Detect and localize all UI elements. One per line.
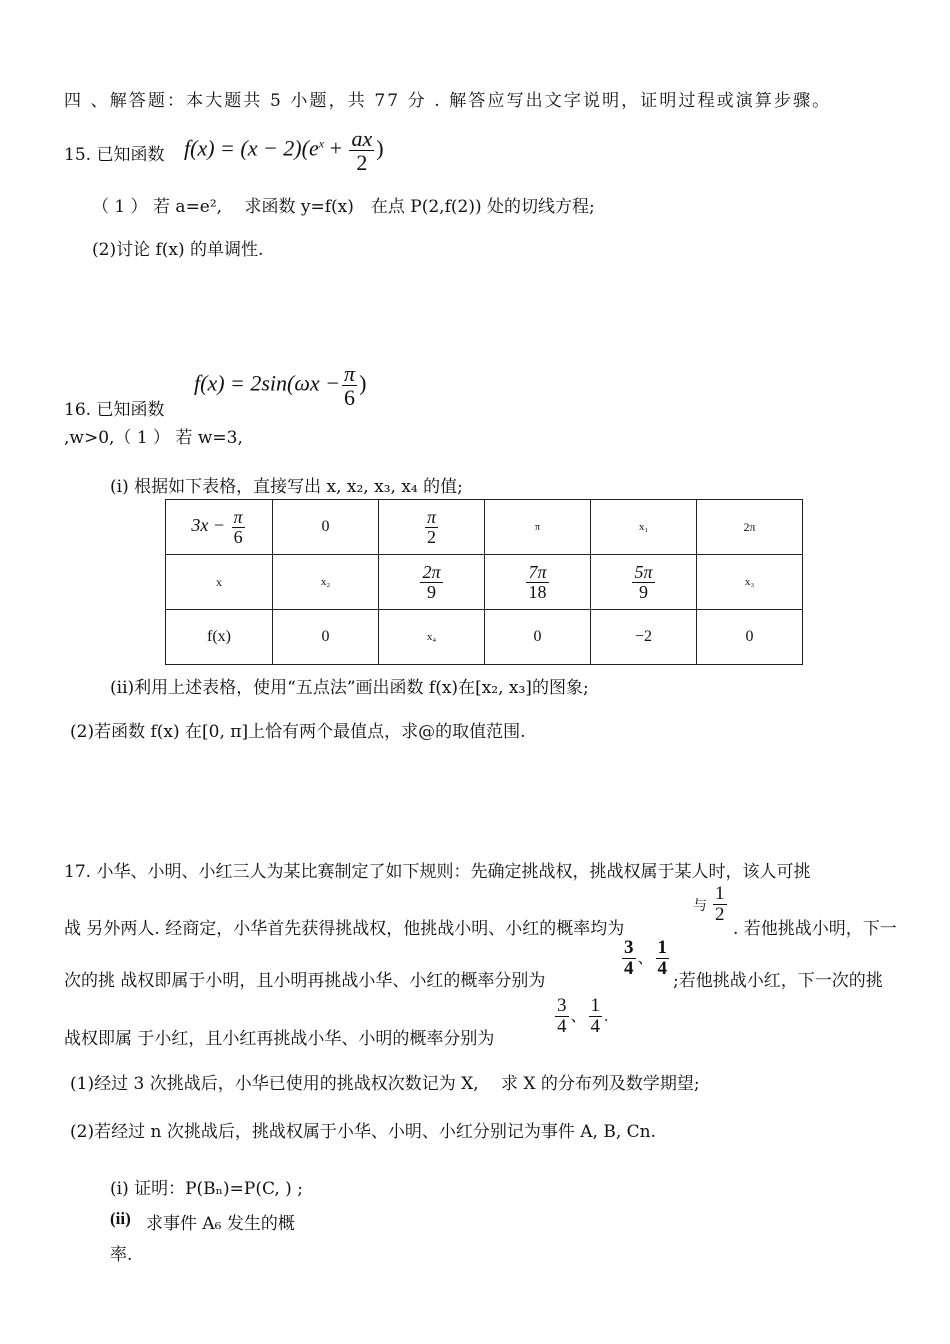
cell-7pi-over-18 [526,563,548,602]
table-row [166,610,803,665]
cell-frac-num: 5π [634,561,653,582]
table-cell [379,500,485,555]
section-header: 四 、解答题：本大题共 5 小题，共 77 分 . 解答应写出文字说明，证明过程或演算步骤。 [64,91,832,111]
table-cell: 0 [485,610,591,665]
q15-formula-left: f(x) = (x − 2)(e [184,135,319,161]
table-cell-header-3x [166,500,273,555]
cell-frac-num: 2π [422,561,441,582]
q16-formula [194,362,366,409]
frac-den: 4 [590,1015,601,1037]
q17-line2-mark: 与 [693,898,707,914]
frac-num: 3 [557,995,567,1016]
cell-frac-den: 9 [427,581,436,602]
cell-pi-over-2 [425,508,438,547]
q17-line1: 17. 小华、小明、小红三人为某比赛制定了如下规则：先确定挑战权，挑战权属于某人时，该人可挑 [64,862,811,882]
q17-line3a: 次的挑 战权即属于小明，且小明再挑战小华、小红的概率分别为 [64,971,546,991]
cell-frac-num: 7π [528,561,547,582]
q17-part2: (2)若经过 n 次挑战后，挑战权属于小华、小明、小红分别记为事件 A, B, Cn. [70,1122,656,1142]
table-cell: x₃ [697,555,803,610]
frac-1-4 [656,938,670,979]
table-cell [485,555,591,610]
frac-den: 2 [715,903,725,925]
q15-frac-num: ax [351,126,373,151]
q17-frac-34-14 [620,938,671,979]
frac-den: 4 [557,1015,567,1037]
q16-formula-fraction [342,362,357,409]
frac-separator: 、 [637,949,654,967]
q17-frac-half [711,884,729,925]
cell-3x-frac-den: 6 [233,526,243,547]
table-cell: π [485,500,591,555]
frac-num: 1 [657,937,668,958]
q17-sub-ii-text: 求事件 A₆ 发生的概 [146,1214,295,1234]
cell-2pi-over-9 [420,563,442,602]
cell-5pi-over-9 [632,563,654,602]
q17-line3b: ;若他挑战小红，下一次的挑 [673,971,883,991]
q16-frac-num: π [344,361,356,386]
q15-formula-exp: x [318,136,325,151]
table-cell: 0 [273,500,379,555]
frac-3-4 [555,996,569,1037]
cell-frac-den: 9 [639,581,648,602]
cell-frac-den: 18 [528,581,547,602]
table-row [166,555,803,610]
frac-1-4 [589,996,603,1037]
q15-formula-close: ) [376,135,384,161]
line4-end: . [604,1007,609,1025]
table-cell [591,555,697,610]
cell-3x-expr [191,506,246,547]
table-cell: 0 [273,610,379,665]
q16-frac-den: 6 [344,385,356,411]
q17-line4a: 战权即属 于小红，且小红再挑战小华、小明的概率分别为 [64,1029,495,1049]
table-cell: 0 [697,610,803,665]
frac-half [713,884,727,925]
cell-3x-frac [232,508,245,547]
q16-sub-i: (i) 根据如下表格，直接写出 x, x₂, x₃, x₄ 的值; [110,477,463,497]
frac-den: 4 [624,957,634,979]
q15-formula [184,127,384,174]
q17-sub-ii-cont: 率. [110,1245,133,1265]
table-cell [379,555,485,610]
cell-3x-pre: 3x − [191,515,226,536]
frac-separator: 、 [570,1007,587,1025]
q15-frac-den: 2 [356,150,368,176]
q17-frac-34-14-b [553,996,608,1037]
q16-value-table [165,499,803,665]
q15-formula-plus: + [324,135,348,161]
q17-part1: (1)经过 3 次挑战后，小华已使用的挑战权次数记为 X, 求 X 的分布列及数学期望; [70,1074,700,1094]
table-cell: x₄ [379,610,485,665]
q17-line2a: 战 另外两人. 经商定，小华首先获得挑战权，他挑战小明、小红的概率均为 [64,919,625,939]
q15-part2: (2)讨论 f(x) 的单调性. [92,240,264,260]
cell-frac-den: 2 [427,526,436,547]
q16-sub-ii: (ii)利用上述表格，使用“五点法”画出函数 f(x)在[x₂, x₃]的图象; [110,678,589,698]
q15-part1: （ 1 ） 若 a=e², 求函数 y=f(x) 在点 P(2,f(2)) 处的切线方程; [92,197,595,217]
frac-num: 1 [715,883,725,904]
q17-line2b: . 若他挑战小明，下一 [733,919,897,939]
cell-3x-frac-num: π [233,506,243,527]
q15-formula-fraction [349,127,374,174]
table-cell-header-fx: f(x) [166,610,273,665]
frac-num: 1 [590,995,601,1016]
q16-part2: (2)若函数 f(x) 在[0, π]上恰有两个最值点，求@的取值范围. [70,722,526,742]
frac-3-4 [622,938,636,979]
q16-lead: 16. 已知函数 [64,400,165,420]
frac-den: 4 [657,957,668,979]
table-cell: 2π [697,500,803,555]
q16-formula-close: ) [359,370,367,396]
q16-line2: ,w>0,（ 1 ） 若 w=3, [64,428,243,448]
q15-lead: 15. 已知函数 [64,145,165,165]
frac-num: 3 [624,937,634,958]
q16-formula-left: f(x) = 2sin(ωx − [194,370,341,396]
table-cell: −2 [591,610,697,665]
table-cell-header-x: x [166,555,273,610]
table-cell: x₂ [273,555,379,610]
table-row [166,500,803,555]
table-cell: x₁ [591,500,697,555]
cell-frac-num: π [426,506,437,527]
q17-sub-ii-label: (ii) [110,1209,131,1228]
q17-sub-i: (i) 证明：P(Bₙ)=P(C, ) ; [110,1179,303,1199]
